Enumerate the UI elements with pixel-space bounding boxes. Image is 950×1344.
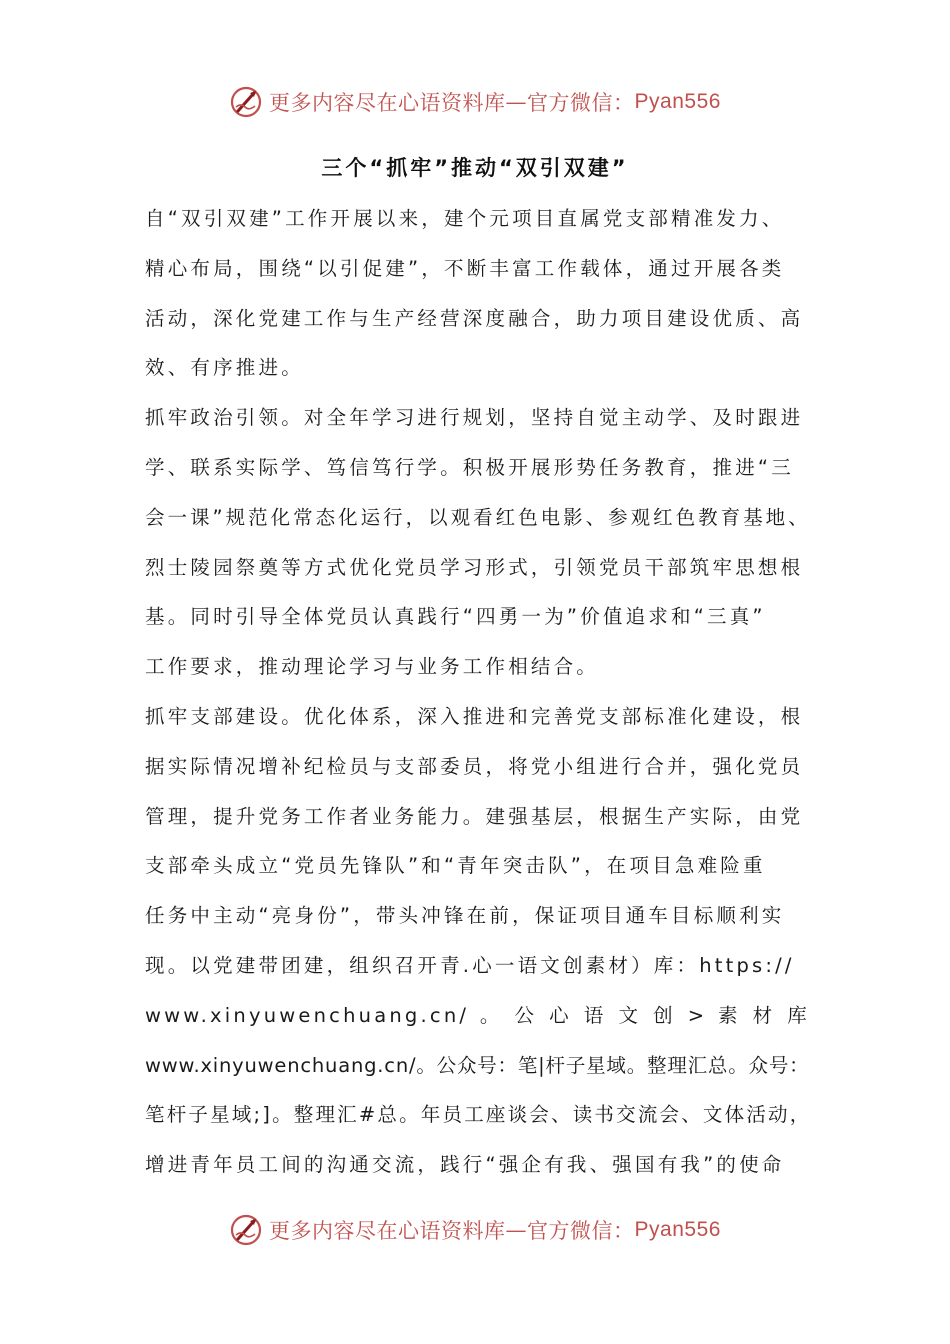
watermark-separator: — (505, 90, 528, 114)
body-line: 工作要求，推动理论学习与业务工作相结合。 (145, 655, 600, 679)
body-line: 管理，提升党务工作者业务能力。建强基层，根据生产实际，由党 (145, 804, 804, 828)
body-line: 会一课”规范化常态化运行，以观看红色电影、参观红色教育基地、 (145, 505, 811, 529)
document-title: 三个“抓牢”推动“双引双建” (321, 156, 629, 180)
watermark-wechat-label: 官方微信： (527, 1219, 635, 1243)
watermark-wechat-id: Pyan556 (634, 90, 721, 113)
body-line: 支部牵头成立“党员先锋队”和“青年突击队”，在项目急难险重 (145, 854, 766, 878)
body-line: 精心布局，围绕“以引促建”，不断丰富工作载体，通过开展各类 (145, 256, 785, 280)
body-line-url: www.xinyuwenchuang.cn/ 。 公 心 语 文 创 > 素 材 库 (145, 1003, 810, 1027)
watermark-site-text: 更多内容尽在心语资料库 (269, 91, 506, 115)
watermark-separator: — (505, 1218, 528, 1242)
pen-logo-icon (229, 1213, 263, 1247)
footer-watermark (0, 1208, 950, 1252)
header-watermark (0, 80, 950, 124)
body-line: 抓牢支部建设。优化体系，深入推进和完善党支部标准化建设，根 (145, 704, 804, 728)
body-line-url: www.xinyuwenchuang.cn/。公众号：笔|杆子星域。整理汇总。众号： (145, 1053, 810, 1077)
body-line: 自“双引双建”工作开展以来，建个元项目直属党支部精准发力、 (145, 207, 785, 230)
body-line: 基。同时引导全体党员认真践行“四勇一为”价值追求和“三真” (145, 605, 766, 629)
watermark-wechat-id: Pyan556 (634, 1218, 721, 1241)
body-line: 抓牢政治引领。对全年学习进行规划，坚持自觉主动学、及时跟进 (145, 406, 804, 430)
body-line: 活动，深化党建工作与生产经营深度融合，助力项目建设优质、高 (145, 306, 804, 330)
watermark-site-text: 更多内容尽在心语资料库 (269, 1219, 506, 1243)
document-body (145, 197, 810, 1193)
body-line: 增进青年员工间的沟通交流，践行“强企有我、强国有我”的使命 (145, 1153, 785, 1177)
body-line: 现。以党建带团建，组织召开青.心一语文创素材）库：https:// (145, 953, 795, 977)
pen-logo-icon (229, 85, 263, 119)
body-line: 任务中主动“亮身份”，带头冲锋在前，保证项目通车目标顺利实 (145, 904, 785, 928)
watermark-wechat-label: 官方微信： (527, 91, 635, 115)
body-line: 烈士陵园祭奠等方式优化党员学习形式，引领党员干部筑牢思想根 (145, 555, 804, 579)
body-line: 效、有序推进。 (145, 356, 304, 380)
body-line: 据实际情况增补纪检员与支部委员，将党小组进行合并，强化党员 (145, 754, 804, 778)
body-line: 学、联系实际学、笃信笃行学。积极开展形势任务教育，推进“三 (145, 455, 794, 479)
body-line: 笔杆子星域;]。整理汇#总。年员工座谈会、读书交流会、文体活动， (145, 1103, 812, 1127)
